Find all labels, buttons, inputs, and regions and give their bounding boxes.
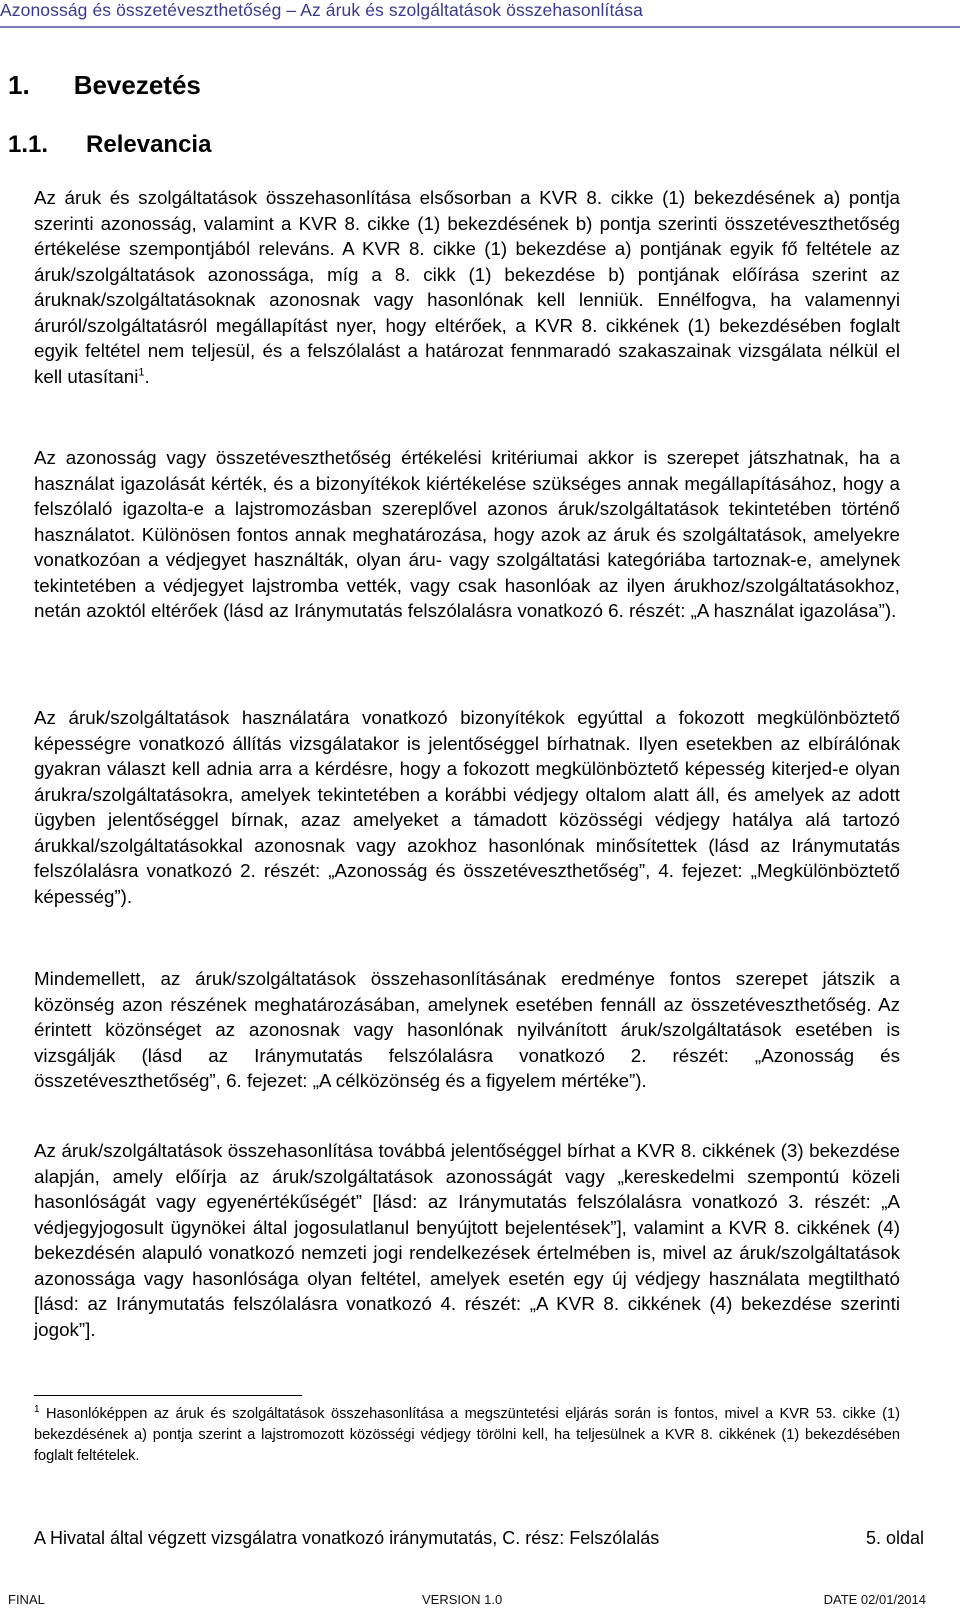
heading-level-2: [8, 131, 211, 159]
footnote-text: Hasonlóképpen az áruk és szolgáltatások összehasonlítása a megszüntetési eljárás során is fontos, mivel a KVR 53. cikke (1) bekezdésének a) pontja szerint a lajstromozott közösségi védjegy törölni kell, ha teljesülnek a KVR 8. cikkének (1) bekezdésében foglalt feltételek.: [34, 1406, 900, 1464]
running-header: Azonosság és összetéveszthetőség – Az áruk és szolgáltatások összehasonlítása: [0, 0, 643, 20]
footnote: [34, 1404, 900, 1467]
heading-text: Relevancia: [86, 131, 212, 158]
footer-version: VERSION 1.0: [422, 1592, 503, 1607]
footnote-mark: 1: [34, 1404, 40, 1416]
footer-date: DATE 02/01/2014: [823, 1592, 926, 1607]
heading-number: 1.: [8, 70, 30, 100]
paragraph-2: Az azonosság vagy összetéveszthetőség értékelési kritériumai akkor is szerepet játszhatnak, ha a használat igazolását kérték, és a bizonyítékok kiértékelése szükséges annak megállapításához, hogy a felszólaló igazolta-e a lajstromozásban szereplővel azonos áruk/szolgáltatások tekintetében történő használatot. Különösen fontos annak meghatározása, hogy azok az áruk és szolgáltatások, amelyekre vonatkozóan a védjegyet használták, olyan áru- vagy szolgáltatási kategóriába tartoznak-e, amelynek tekintetében a védjegyet lajstromba vették, vagy csak hasonlóak az ilyen árukhoz/szolgáltatásokhoz, netán azoktól eltérőek (lásd az Iránymutatás felszólalásra vonatkozó 6. részét: „A használat igazolása”).: [34, 447, 900, 621]
paragraph-3: Az áruk/szolgáltatások használatára vonatkozó bizonyítékok egyúttal a fokozott megkülönböztető képességre vonatkozó állítás vizsgálatakor is jelentőséggel bírhatnak. Ilyen esetekben az elbírálónak gyakran választ kell adnia arra a kérdésre, hogy a fokozott megkülönböztető képesség kiterjed-e olyan árukra/szolgáltatásokra, amelyek tekintetében a korábbi védjegy oltalom alatt áll, és amelyek az adott ügyben jelentőséggel bírnak, azaz amelyeket a támadott közösségi védjegy hatálya alá tartozó árukkal/szolgáltatásokkal azonosnak vagy azokhoz hasonlónak minősítettek (lásd az Iránymutatás felszólalásra vonatkozó 2. részét: „Azonosság és összetéveszthetőség”, 4. fejezet: „Megkülönböztető képesség”).: [34, 707, 900, 907]
footnote-separator: [34, 1395, 302, 1396]
paragraph-5: Az áruk/szolgáltatások összehasonlítása továbbá jelentőséggel bírhat a KVR 8. cikkének (3) bekezdése alapján, amely előírja az áruk/szolgáltatások azonosságát vagy „kereskedelmi szempontú közeli hasonlóságát vagy egyenértékűségét” [lásd: az Iránymutatás felszólalásra vonatkozó 3. részét: „A védjegyjogosult ügynökei által jogosulatlanul benyújtott bejelentések”], valamint a KVR 8. cikkének (4) bekezdésén alapuló vonatkozó nemzeti jogi rendelkezések értelmében is, mivel az áruk/szolgáltatások azonossága vagy hasonlósága olyan feltétel, amelyek esetén egy új védjegy használata megtiltható [lásd: az Iránymutatás felszólalásra vonatkozó 4. részét: „A KVR 8. cikkének (4) bekezdése szerinti jogok”].: [34, 1140, 900, 1340]
paragraph-end: .: [144, 365, 150, 387]
footer-page-number: 5. oldal: [865, 1528, 924, 1548]
paragraph-4: Mindemellett, az áruk/szolgáltatások összehasonlításának eredménye fontos szerepet játszik a közönség azon részének meghatározásában, amelynek esetében fennáll az összetéveszthetőség. Az érintett közönséget az azonosnak vagy hasonlónak nyilvánított áruk/szolgáltatások esetében is vizsgálják (lásd az Iránymutatás felszólalásra vonatkozó 2. részét: „Azonosság és összetéveszthetőség”, 6. fejezet: „A célközönség és a figyelem mértéke”).: [34, 968, 900, 1091]
paragraph-text: Az áruk és szolgáltatások összehasonlítása elsősorban a KVR 8. cikke (1) bekezdésének a) pontja szerinti azonosság, valamint a KVR 8. cikke (1) bekezdésének b) pontja szerinti összetéveszthetőség értékelése szempontjából releváns. A KVR 8. cikke (1) bekezdése a) pontjának egyik fő feltétele az áruk/szolgáltatások azonossága, míg a 8. cikk (1) bekezdése b) pontjának előírása szerint az áruknak/szolgáltatásoknak azonosnak vagy hasonlónak kell lenniük. Ennélfogva, ha valamennyi áruról/szolgáltatásról megállapítást nyer, hogy eltérőek, a KVR 8. cikkének (1) bekezdésében foglalt egyik feltétel nem teljesül, és a felszólalást a határozat fennmaradó szakaszainak vizsgálata nélkül el kell utasítani: [34, 187, 900, 387]
header-divider: [0, 26, 960, 28]
footer-document-title: A Hivatal által végzett vizsgálatra vonatkozó iránymutatás, C. rész: Felszólalás: [34, 1528, 660, 1548]
footnote-reference[interactable]: 1: [138, 366, 145, 379]
paragraph-1: [34, 185, 900, 389]
heading-number: 1.1.: [8, 131, 49, 158]
footer-status: FINAL: [8, 1592, 45, 1607]
heading-level-1: [8, 70, 201, 101]
heading-text: Bevezetés: [73, 70, 201, 100]
